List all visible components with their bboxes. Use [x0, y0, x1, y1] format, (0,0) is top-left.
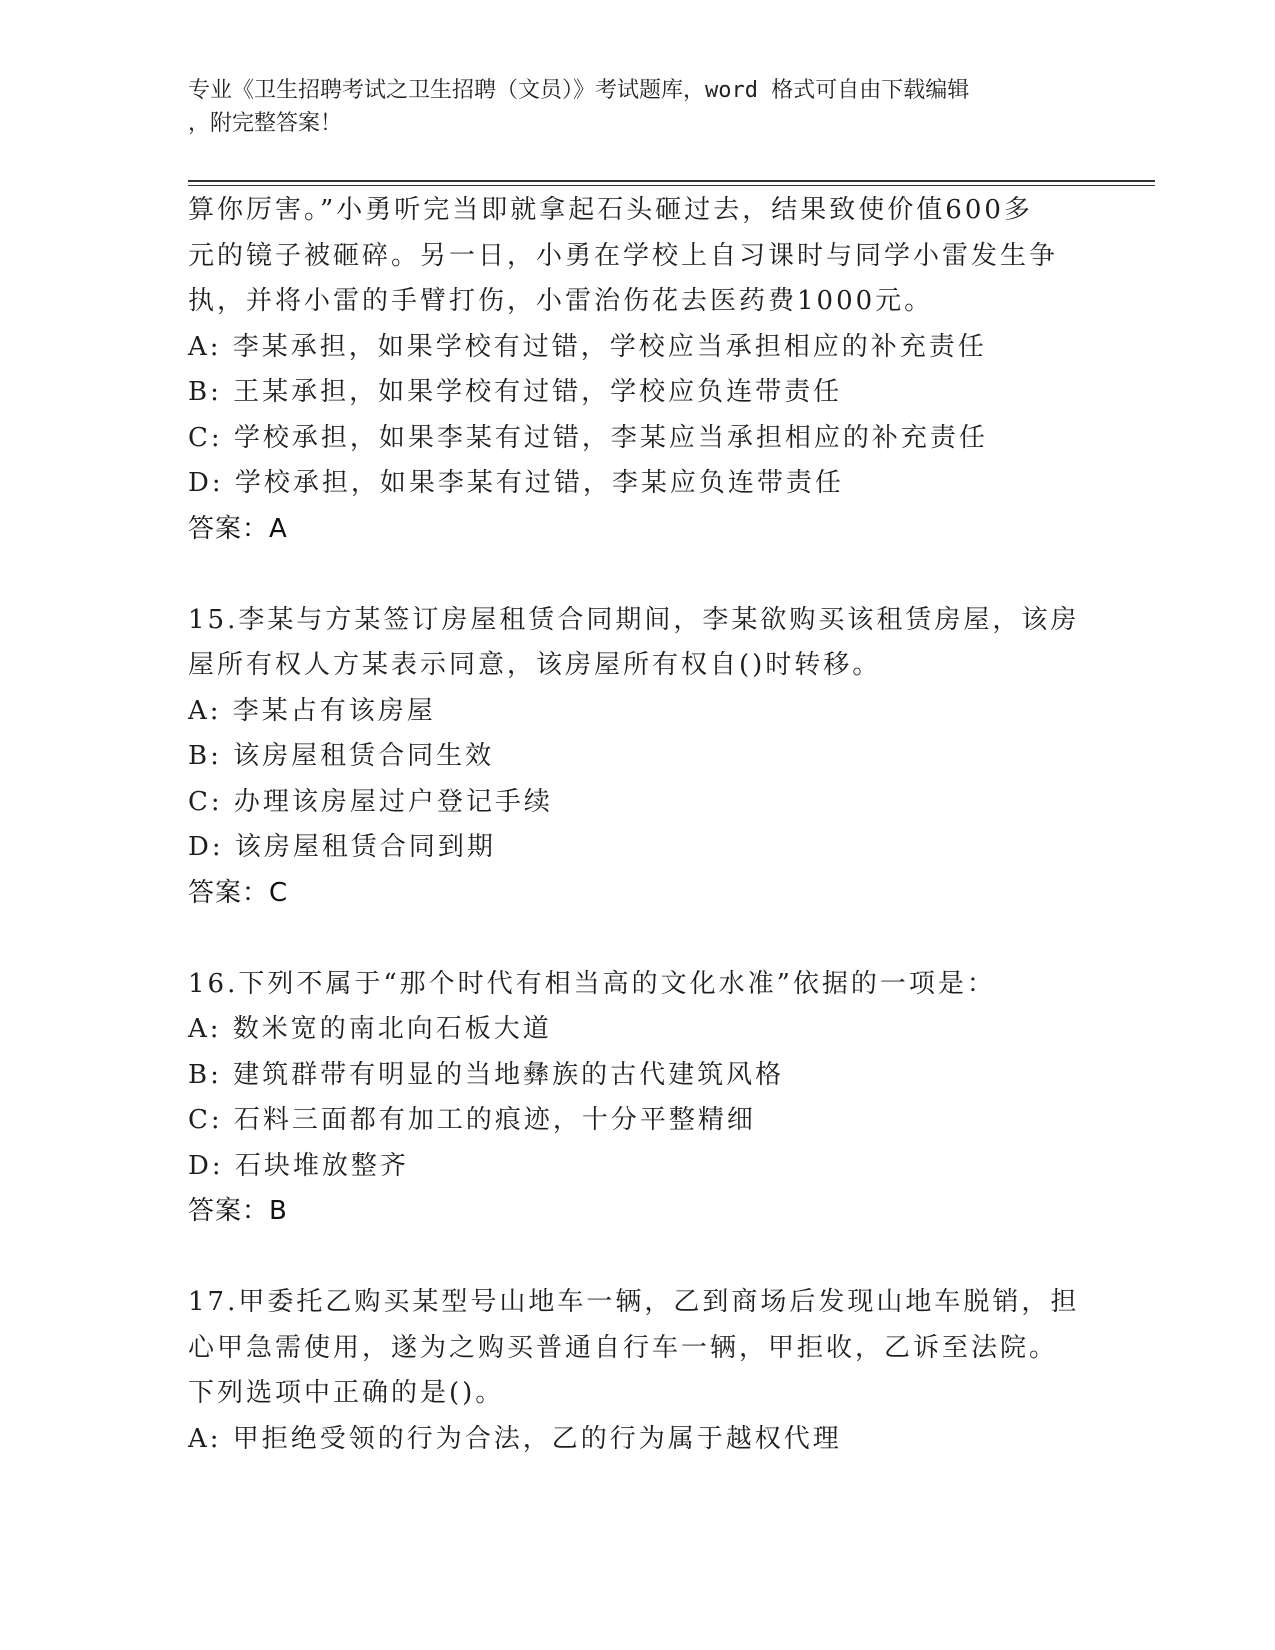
- option-d: D: 该房屋租赁合同到期: [188, 832, 496, 862]
- question-text-line: 16.下列不属于“那个时代有相当高的文化水准”依据的一项是：: [188, 968, 996, 999]
- answer-line: 答案：B: [188, 1196, 288, 1226]
- option-d: D: 学校承担，如果李某有过错，李某应负连带责任: [188, 468, 844, 498]
- option-a: A: 甲拒绝受领的行为合法，乙的行为属于越权代理: [188, 1423, 842, 1454]
- question-text-line: 算你厉害。”小勇听完当即就拿起石头砸过去，结果致使价值600多: [188, 195, 1033, 225]
- option-c: C: 石料三面都有加工的痕迹，十分平整精细: [188, 1105, 756, 1135]
- question-16: [188, 962, 1088, 1235]
- option-b: B: 建筑群带有明显的当地彝族的古代建筑风格: [188, 1059, 785, 1090]
- page-header: [188, 74, 1088, 140]
- spacer: [188, 552, 1088, 598]
- header-rule-thick: [188, 180, 1155, 182]
- option-b: B: 该房屋租赁合同生效: [188, 741, 495, 771]
- question-text-line: 15.李某与方某签订房屋租赁合同期间，李某欲购买该租赁房屋，该房: [188, 604, 1080, 635]
- header-line-2: ，附完整答案！: [188, 111, 343, 136]
- option-a: A: 数米宽的南北向石板大道: [188, 1014, 552, 1044]
- spacer: [188, 916, 1088, 962]
- header-line-1: 专业《卫生招聘考试之卫生招聘（文员）》考试题库，word 格式可自由下载编辑: [188, 78, 970, 103]
- question-content: [188, 188, 1088, 1462]
- option-c: C: 学校承担，如果李某有过错，李某应当承担相应的补充责任: [188, 422, 988, 453]
- question-17: [188, 1280, 1088, 1462]
- question-14: [188, 188, 1088, 552]
- question-text-line: 执，并将小雷的手臂打伤，小雷治伤花去医药费1000元。: [188, 286, 934, 316]
- option-a: A: 李某承担，如果学校有过错，学校应当承担相应的补充责任: [188, 331, 987, 362]
- question-text-line: 下列选项中正确的是()。: [188, 1378, 505, 1408]
- option-c: C: 办理该房屋过户登记手续: [188, 786, 553, 817]
- answer-line: 答案：C: [188, 877, 289, 908]
- option-b: B: 王某承担，如果学校有过错，学校应负连带责任: [188, 377, 843, 407]
- spacer: [188, 1235, 1088, 1281]
- question-text-line: 元的镜子被砸碎。另一日，小勇在学校上自习课时与同学小雷发生争: [188, 240, 1059, 271]
- question-text-line: 心甲急需使用，遂为之购买普通自行车一辆，甲拒收，乙诉至法院。: [188, 1332, 1059, 1363]
- answer-line: 答案：A: [188, 513, 288, 544]
- option-d: D: 石块堆放整齐: [188, 1150, 409, 1181]
- header-rule-thin: [188, 185, 1155, 186]
- question-text-line: 17.甲委托乙购买某型号山地车一辆，乙到商场后发现山地车脱销，担: [188, 1287, 1080, 1317]
- question-text-line: 屋所有权人方某表示同意，该房屋所有权自()时转移。: [188, 650, 882, 680]
- option-a: A: 李某占有该房屋: [188, 695, 436, 726]
- question-15: [188, 598, 1088, 917]
